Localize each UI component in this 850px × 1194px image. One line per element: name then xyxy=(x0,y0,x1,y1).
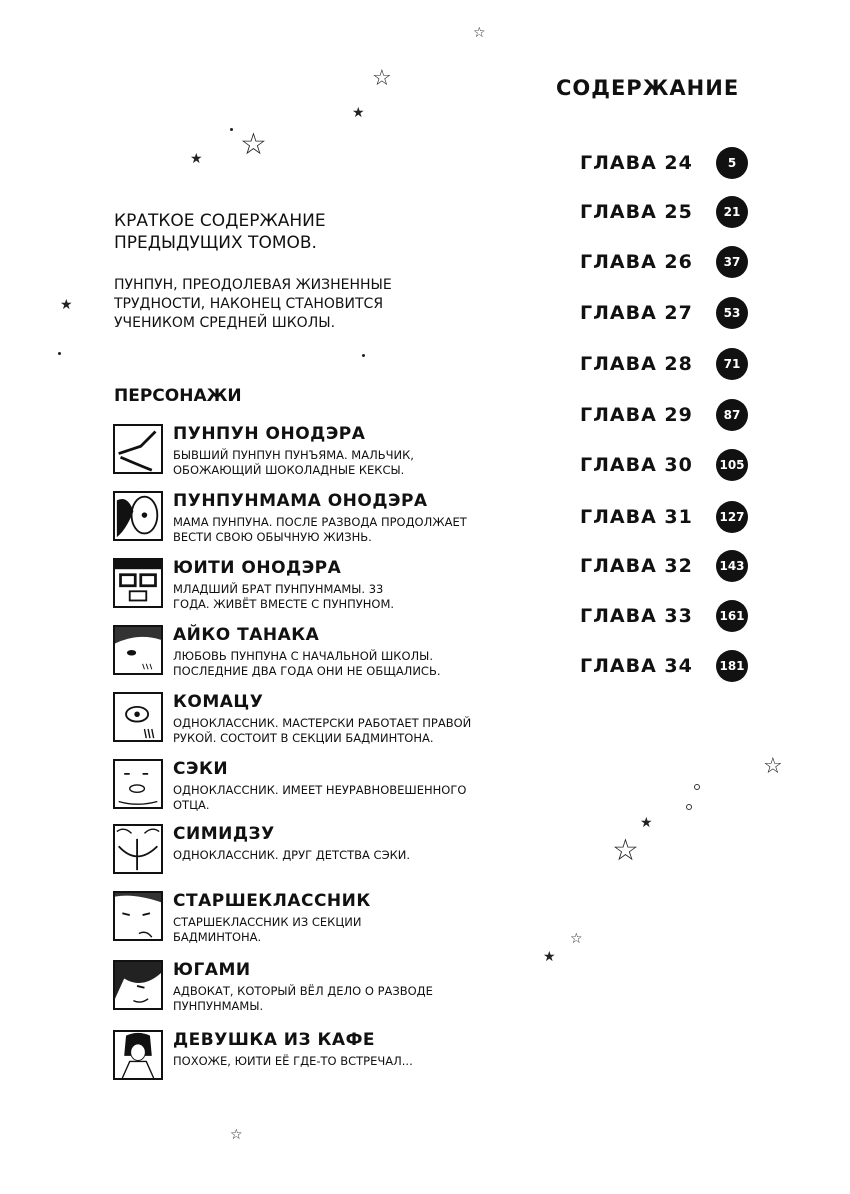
character-entry xyxy=(113,625,553,687)
star-filled-icon: ★ xyxy=(352,105,365,121)
page-number-badge: 181 xyxy=(716,650,748,682)
toc-entry[interactable] xyxy=(580,649,755,683)
page-number-badge: 21 xyxy=(716,196,748,228)
description-line: ПОХОЖЕ, ЮИТИ ЕЁ ГДЕ-ТО ВСТРЕЧАЛ... xyxy=(173,1054,413,1068)
character-description xyxy=(173,984,533,1014)
character-description xyxy=(173,649,533,679)
toc-chapter-label: ГЛАВА 27 xyxy=(580,302,693,324)
description-line: ОДНОКЛАССНИК. МАСТЕРСКИ РАБОТАЕТ ПРАВОЙ xyxy=(173,716,472,730)
description-line: ПОСЛЕДНИЕ ДВА ГОДА ОНИ НЕ ОБЩАЛИСЬ. xyxy=(173,664,441,678)
toc-chapter-label: ГЛАВА 32 xyxy=(580,555,693,577)
toc-entry[interactable] xyxy=(580,500,755,534)
summary-text-line: ТРУДНОСТИ, НАКОНЕЦ СТАНОВИТСЯ xyxy=(114,296,384,312)
description-line: АДВОКАТ, КОТОРЫЙ ВЁЛ ДЕЛО О РАЗВОДЕ xyxy=(173,984,433,998)
character-entry xyxy=(113,491,553,553)
page-number-badge: 127 xyxy=(716,501,748,533)
character-entry xyxy=(113,824,553,886)
character-description xyxy=(173,783,533,813)
page-number-badge: 105 xyxy=(716,449,748,481)
character-entry xyxy=(113,960,553,1022)
summary-text xyxy=(114,276,474,333)
character-portrait xyxy=(113,759,163,809)
character-entry xyxy=(113,424,553,486)
description-line: БАДМИНТОНА. xyxy=(173,930,262,944)
page-number-badge: 161 xyxy=(716,600,748,632)
star-outline-icon: ☆ xyxy=(473,25,486,41)
description-line: РУКОЙ. СОСТОИТ В СЕКЦИИ БАДМИНТОНА. xyxy=(173,731,434,745)
description-line: ОДНОКЛАССНИК. ДРУГ ДЕТСТВА СЭКИ. xyxy=(173,848,411,862)
toc-entry[interactable] xyxy=(580,296,755,330)
character-name: АЙКО ТАНАКА xyxy=(173,625,320,645)
character-portrait xyxy=(113,692,163,742)
decor-ring xyxy=(694,784,700,790)
character-portrait xyxy=(113,625,163,675)
character-name: КОМАЦУ xyxy=(173,692,264,712)
toc-chapter-label: ГЛАВА 34 xyxy=(580,655,693,677)
star-filled-icon: ★ xyxy=(543,949,556,965)
toc-entry[interactable] xyxy=(580,347,755,381)
description-line: ВЕСТИ СВОЮ ОБЫЧНУЮ ЖИЗНЬ. xyxy=(173,530,372,544)
description-line: ОТЦА. xyxy=(173,798,210,812)
character-name: ПУНПУН ОНОДЭРА xyxy=(173,424,366,444)
page-number-badge: 37 xyxy=(716,246,748,278)
toc-chapter-label: ГЛАВА 25 xyxy=(580,201,693,223)
page-number-badge: 71 xyxy=(716,348,748,380)
star-outline-icon: ☆ xyxy=(240,127,267,162)
character-entry xyxy=(113,558,553,620)
character-name: ЮИТИ ОНОДЭРА xyxy=(173,558,342,578)
character-portrait xyxy=(113,424,163,474)
description-line: МЛАДШИЙ БРАТ ПУНПУНМАМЫ. 33 xyxy=(173,582,384,596)
character-name: СТАРШЕКЛАССНИК xyxy=(173,891,371,911)
star-outline-icon: ☆ xyxy=(230,1127,243,1143)
character-entry xyxy=(113,692,553,754)
description-line: ОДНОКЛАССНИК. ИМЕЕТ НЕУРАВНОВЕШЕННОГО xyxy=(173,783,467,797)
toc-chapter-label: ГЛАВА 33 xyxy=(580,605,693,627)
star-outline-icon: ☆ xyxy=(570,931,583,947)
toc-entry[interactable] xyxy=(580,146,755,180)
decor-ring xyxy=(686,804,692,810)
characters-heading: ПЕРСОНАЖИ xyxy=(114,386,242,406)
page-number-badge: 5 xyxy=(716,147,748,179)
toc-chapter-label: ГЛАВА 30 xyxy=(580,454,693,476)
summary-text-line: ПУНПУН, ПРЕОДОЛЕВАЯ ЖИЗНЕННЫЕ xyxy=(114,277,392,293)
page-number-badge: 87 xyxy=(716,399,748,431)
toc-entry[interactable] xyxy=(580,448,755,482)
summary-title-line: КРАТКОЕ СОДЕРЖАНИЕ xyxy=(114,211,326,231)
page-number-badge: 143 xyxy=(716,550,748,582)
toc-entry[interactable] xyxy=(580,398,755,432)
summary-text-line: УЧЕНИКОМ СРЕДНЕЙ ШКОЛЫ. xyxy=(114,315,336,331)
character-portrait xyxy=(113,824,163,874)
toc-title: СОДЕРЖАНИЕ xyxy=(556,76,740,100)
toc-entry[interactable] xyxy=(580,599,755,633)
character-description xyxy=(173,1054,533,1069)
character-description xyxy=(173,582,533,612)
character-portrait xyxy=(113,1030,163,1080)
character-portrait xyxy=(113,491,163,541)
description-line: ГОДА. ЖИВЁТ ВМЕСТЕ С ПУНПУНОМ. xyxy=(173,597,395,611)
star-filled-icon: ★ xyxy=(190,151,203,167)
toc-chapter-label: ГЛАВА 29 xyxy=(580,404,693,426)
summary-title xyxy=(114,210,414,254)
star-outline-icon: ☆ xyxy=(612,833,639,868)
description-line: БЫВШИЙ ПУНПУН ПУНЪЯМА. МАЛЬЧИК, xyxy=(173,448,414,462)
character-description xyxy=(173,848,533,863)
star-outline-icon: ☆ xyxy=(372,66,392,91)
star-outline-icon: ☆ xyxy=(763,754,783,779)
character-entry xyxy=(113,891,553,953)
description-line: МАМА ПУНПУНА. ПОСЛЕ РАЗВОДА ПРОДОЛЖАЕТ xyxy=(173,515,467,529)
character-entry xyxy=(113,759,553,821)
character-name: ДЕВУШКА ИЗ КАФЕ xyxy=(173,1030,376,1050)
toc-entry[interactable] xyxy=(580,549,755,583)
toc-chapter-label: ГЛАВА 24 xyxy=(580,152,693,174)
character-portrait xyxy=(113,891,163,941)
star-filled-icon: ★ xyxy=(60,297,73,313)
toc-chapter-label: ГЛАВА 26 xyxy=(580,251,693,273)
description-line: ПУНПУНМАМЫ. xyxy=(173,999,264,1013)
character-portrait xyxy=(113,558,163,608)
character-description xyxy=(173,515,533,545)
description-line: ОБОЖАЮЩИЙ ШОКОЛАДНЫЕ КЕКСЫ. xyxy=(173,463,405,477)
toc-entry[interactable] xyxy=(580,245,755,279)
toc-chapter-label: ГЛАВА 28 xyxy=(580,353,693,375)
character-name: ЮГАМИ xyxy=(173,960,251,980)
character-description xyxy=(173,448,533,478)
decor-dot xyxy=(58,352,61,355)
toc-entry[interactable] xyxy=(580,195,755,229)
character-description xyxy=(173,716,533,746)
description-line: ЛЮБОВЬ ПУНПУНА С НАЧАЛЬНОЙ ШКОЛЫ. xyxy=(173,649,433,663)
character-name: ПУНПУНМАМА ОНОДЭРА xyxy=(173,491,428,511)
character-name: СЭКИ xyxy=(173,759,229,779)
decor-dot xyxy=(230,128,233,131)
description-line: СТАРШЕКЛАССНИК ИЗ СЕКЦИИ xyxy=(173,915,362,929)
character-name: СИМИДЗУ xyxy=(173,824,275,844)
toc-chapter-label: ГЛАВА 31 xyxy=(580,506,693,528)
character-description xyxy=(173,915,533,945)
page-number-badge: 53 xyxy=(716,297,748,329)
summary-title-line: ПРЕДЫДУЩИХ ТОМОВ. xyxy=(114,233,317,253)
star-filled-icon: ★ xyxy=(640,815,653,831)
character-portrait xyxy=(113,960,163,1010)
decor-dot xyxy=(362,354,365,357)
character-entry xyxy=(113,1030,553,1092)
